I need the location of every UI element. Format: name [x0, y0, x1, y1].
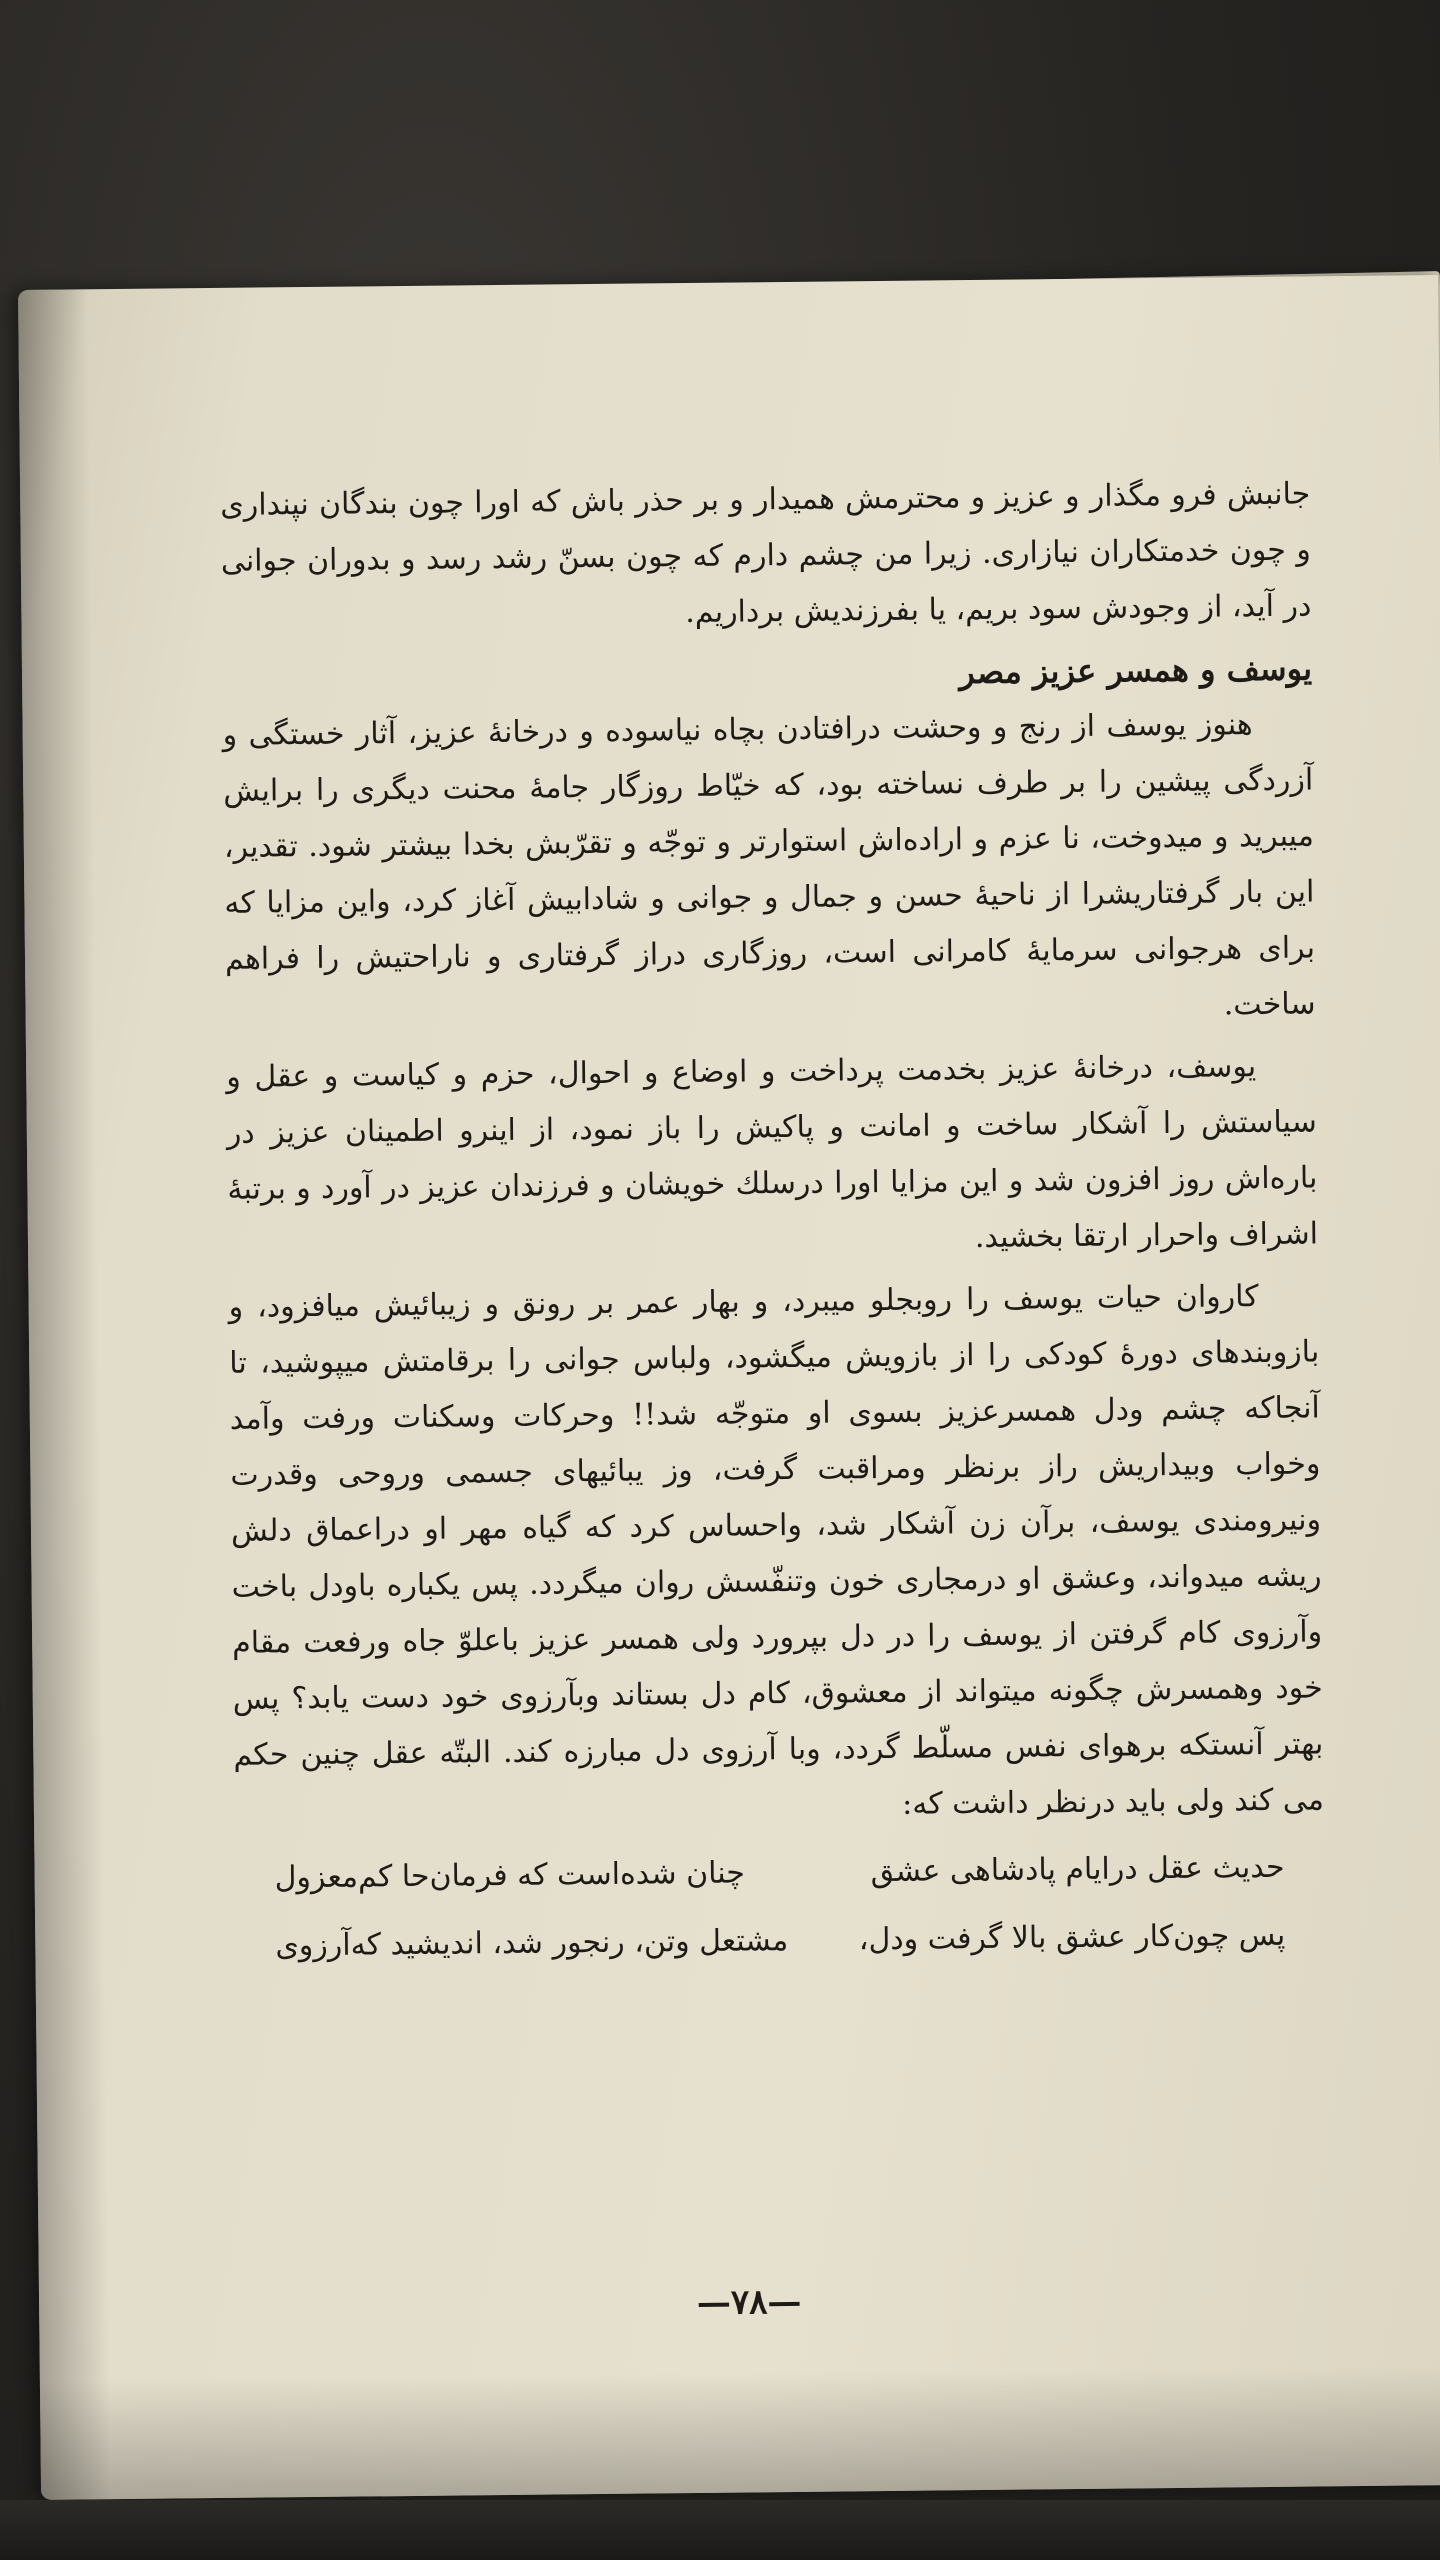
desk-bottom-edge: [0, 2500, 1440, 2560]
verse-line-1: [274, 1839, 1285, 1908]
paragraph-intro: جانبش فرو مگذار و عزیز و محترمش همیدار و بر حذر باش که اورا چون بندگان نپنداری و چون خدمتکاران نیازاری. زیرا من چشم دارم که چون بسنّ رشد رسد و بدوران جوانی در آید، از وجودش سود بریم، یا بفرزندیش برداریم.: [220, 476, 1312, 631]
page-bottom-shadow: [40, 2365, 1440, 2500]
verse-line-2: [275, 1907, 1286, 1976]
paragraph-3: کاروان حیات یوسف را روبجلو میبرد، و بهار عمر بر رونق و زیبائیش میافزود، و بازوبندهای دورهٔ کودکی را از بازویش میگشود، ولباس جوانی را برقامتش میپوشید، تا آنجاکه چشم ودل همسرعزیز بسوی او متوجّه شد!! وحرکات وسکنات ورفت وآمد وخواب وبیداریش راز برنظر ومراقبت گرفت، وز یبائیهای جسمی وروحی وقدرت ونیرومندی یوسف، برآن زن آشکار شد، واحساس کرد که گیاه مهر او دراعماق دلش ریشه میدواند، وعشق او درمجاری خون وتنفّسش روان میگردد. پس یکباره باودل باخت وآرزوی کام گرفتن از یوسف را در دل بپرورد ولی همسر عزیز باعلوّ جاه ورفعت مقام خود وهمسرش چگونه میتواند از معشوق، کام دل بستاند وبآرزوی خود دست یابد؟ پس بهتر آنستکه برهوای نفس مسلّط گردد، وبا آرزوی دل مبارزه کند. البتّه عقل چنین حکم می کند ولی باید درنظر داشت که:: [228, 1279, 1325, 1822]
book-page: [18, 275, 1440, 2500]
paragraph-1: هنوز یوسف از رنج و وحشت درافتادن بچاه نیاسوده و درخانهٔ عزیز، آثار خستگی و آزردگی پیشین را بر طرف نساخته بود، که خیّاط روزگار جامهٔ محنت دیگری را برایش میبرید و میدوخت، نا عزم و اراده‌اش استوارتر و توجّه و تقرّبش بخدا بیشتر شود. تقدیر، این بار گرفتاریشرا از ناحیهٔ حسن و جمال و جوانی و شادابیش آغاز کرد، واین مزایا که برای هرجوانی سرمایهٔ کامرانی است، روزگاری دراز گرفتاری و ناراحتیش را فراهم ساخت.: [222, 707, 1316, 1023]
page-number: —۷۸—: [696, 2281, 802, 2324]
paragraph-2: یوسف، درخانهٔ عزیز بخدمت پرداخت و اوضاع و احوال، حزم و کیاست و عقل و سیاستش را آشکار ساخت و امانت و پاکیش را باز نمود، از اینرو اطمینان عزیز در باره‌اش روز افزون شد و این مزایا اورا درسلك خویشان و فرزندان عزیز در آورد و برتبهٔ اشراف واحرار ارتقا بخشید.: [226, 1049, 1319, 1256]
verse-1-hemistich-b: حدیث عقل درایام پادشاهی عشق: [870, 1849, 1285, 1890]
verse-2-hemistich-a: مشتعل وتن، رنجور شد، اندیشید که‌آرزوی: [275, 1923, 789, 1964]
verse-2-hemistich-b: پس چون‌کار عشق بالا گرفت ودل،: [858, 1917, 1286, 1958]
page-text: [220, 466, 1326, 1975]
section-heading: یوسف و همسر عزیز مصر: [959, 649, 1313, 692]
verse-1-hemistich-a: چنان شده‌است که فرمان‌حا کم‌معزول: [274, 1855, 746, 1896]
